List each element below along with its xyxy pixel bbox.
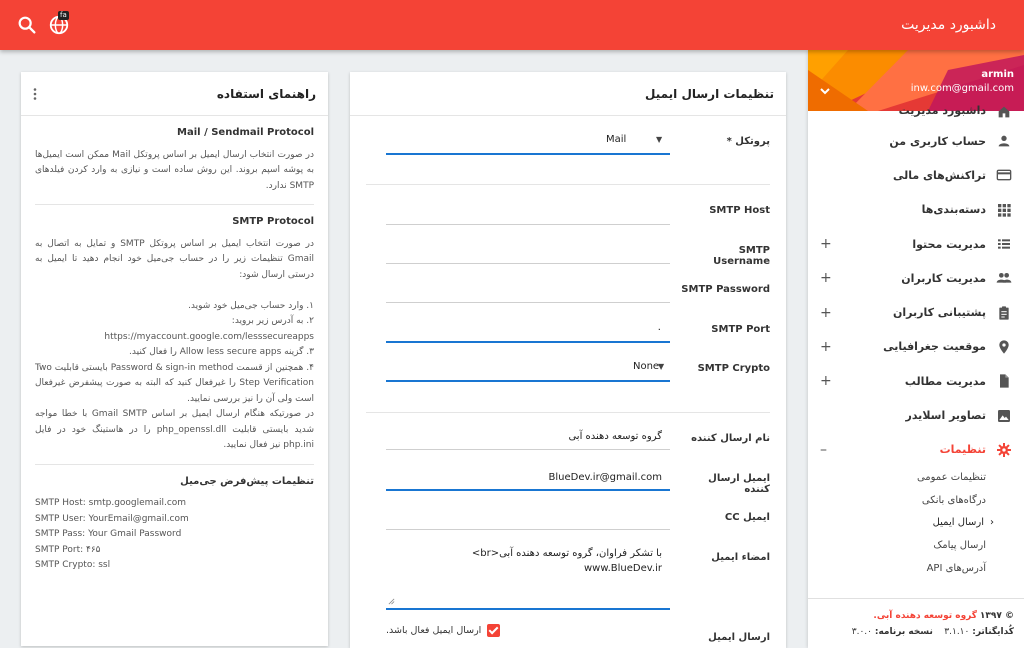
language-badge: fa: [60, 11, 67, 19]
guide-text: SMTP Host: smtp.googlemail.com: [35, 498, 187, 508]
smtp-crypto-select[interactable]: [386, 359, 670, 382]
sidebar-item-settings[interactable]: [808, 433, 1024, 467]
user-email: inw.com@gmail.com: [910, 83, 1014, 94]
protocol-select[interactable]: [386, 132, 670, 155]
guide-section-smtp: [35, 204, 314, 464]
guide-text: ۲. به آدرس زیر بروید:: [231, 316, 314, 326]
expand-icon[interactable]: +: [820, 270, 832, 287]
expand-icon[interactable]: +: [820, 236, 832, 253]
guide-text: ۱. وارد حساب جی‌میل خود شوید.: [188, 300, 314, 311]
sidebar-item-label: دسته‌بندی‌ها: [921, 203, 986, 217]
guide-section-title: تنظیمات پیش‌فرض جی‌میل: [180, 475, 314, 487]
sidebar-item-transactions[interactable]: [808, 158, 1024, 192]
copyright-line: [818, 608, 1014, 624]
sidebar-item-content-management[interactable]: [808, 227, 1024, 261]
signature-line: با تشکر فراوان، گروه توسعه دهنده آبی<br>: [471, 548, 662, 559]
submenu-item-send-email[interactable]: [808, 512, 994, 535]
protocol-label: پروتکل *: [726, 136, 770, 147]
sidebar-item-user-management[interactable]: [808, 261, 1024, 295]
user-profile[interactable]: [808, 50, 1024, 111]
guide-text: SMTP User: YourEmail@gmail.com: [35, 513, 189, 524]
sidebar-footer: [808, 598, 1024, 648]
smtp-host-label: SMTP Host: [709, 205, 770, 216]
page-title: داشبورد مدیریت: [901, 17, 996, 33]
guide-text: ۴. همچنین از قسمت Password & sign-in method بایستی قابلیت Two Step Verification را غیرفعال کنید که البته به صورت پیشفرض غیرفعال است ولی آن را نیز بررسی نمایید.: [35, 362, 314, 404]
top-header: [0, 0, 1024, 50]
sidebar-item-dashboard[interactable]: [808, 104, 1024, 124]
sender-email-input[interactable]: BlueDev.ir@gmail.com: [386, 468, 670, 491]
cc-email-label: ایمیل CC: [724, 512, 770, 523]
sidebar-item-user-support[interactable]: [808, 295, 1024, 329]
list-icon: [996, 236, 1012, 252]
usage-guide-card: [21, 72, 328, 646]
sidebar-item-posts[interactable]: [808, 364, 1024, 398]
expand-icon[interactable]: +: [820, 338, 832, 355]
protocol-value: Mail: [606, 134, 627, 145]
guide-body: [21, 116, 328, 584]
guide-section-title: SMTP Protocol: [232, 216, 314, 227]
guide-title: راهنمای استفاده: [21, 72, 328, 116]
send-email-label: ارسال ایمیل: [708, 632, 770, 643]
sidebar-item-geolocation[interactable]: [808, 330, 1024, 364]
guide-text: SMTP Port: ۴۶۵: [35, 544, 101, 555]
guide-text: در صورت انتخاب ارسال ایمیل بر اساس پروتکل Mail ممکن است ایمیل‌ها به پوشه اسپم بروند. این روش ساده است و نیازی به وارد کردن فیلدهای SMTP ندارد.: [35, 149, 314, 191]
sidebar-item-slider-images[interactable]: [808, 398, 1024, 432]
smtp-crypto-label: SMTP Crypto: [697, 363, 770, 374]
smtp-port-label: SMTP Port: [711, 324, 770, 335]
signature-label: امضاء ایمیل: [711, 552, 770, 563]
signature-line: www.BlueDev.ir: [584, 563, 662, 574]
submenu-item-label: ارسال ایمیل: [932, 517, 984, 529]
smtp-crypto-value: None: [633, 361, 660, 372]
search-icon[interactable]: [16, 14, 38, 36]
sidebar-item-my-account[interactable]: [808, 124, 1024, 158]
settings-submenu: [808, 467, 1024, 580]
version-label: نسخه برنامه:: [874, 627, 933, 637]
user-name: armin: [981, 69, 1014, 80]
sidebar-item-label: مدیریت کاربران: [901, 271, 986, 285]
guide-section-mail: [35, 116, 314, 204]
organization-name: گروه توسعه دهنده آبی.: [873, 611, 977, 621]
sender-name-label: نام ارسال کننده: [691, 433, 770, 444]
resize-handle-icon[interactable]: [388, 598, 395, 605]
smtp-password-label: SMTP Password: [681, 284, 770, 295]
send-email-checkbox[interactable]: [487, 624, 500, 637]
sender-name-input[interactable]: گروه توسعه دهنده آبی: [386, 427, 670, 450]
apps-grid-icon: [996, 202, 1012, 218]
submenu-item-api-addresses[interactable]: آدرس‌های API: [926, 562, 986, 574]
guide-text: SMTP Pass: Your Gmail Password: [35, 529, 182, 539]
clipboard-icon: [996, 305, 1012, 321]
guide-spacer: [35, 283, 314, 299]
image-icon: [996, 408, 1012, 424]
guide-section-gmail-defaults: [35, 464, 314, 584]
home-icon: [996, 104, 1012, 120]
dropdown-arrow-icon: ▼: [656, 135, 663, 144]
codename-label: کُدایگناتر:: [972, 627, 1014, 637]
email-settings-card: [350, 72, 786, 648]
expand-icon[interactable]: +: [820, 373, 832, 390]
profile-banner-art: [808, 50, 1024, 111]
submenu-item-general-settings[interactable]: تنظیمات عمومی: [916, 471, 986, 483]
sidebar-item-label: داشبورد مدیریت: [898, 104, 986, 117]
location-pin-icon: [996, 339, 1012, 355]
smtp-port-input[interactable]: ۰: [386, 320, 670, 343]
guide-text: SMTP Crypto: ssl: [35, 560, 111, 570]
sidebar-item-label: تراکنش‌های مالی: [892, 168, 986, 182]
send-email-checkbox-row[interactable]: [386, 624, 670, 637]
credit-card-icon: [996, 167, 1012, 183]
collapse-icon[interactable]: –: [820, 441, 827, 458]
signature-textarea[interactable]: [386, 546, 670, 610]
guide-section-title: Mail / Sendmail Protocol: [177, 127, 314, 138]
version-line: [818, 624, 1014, 640]
guide-text: در صورت انتخاب ایمیل بر اساس پروتکل SMTP و تمایل به اتصال به Gmail تنظیمات زیر را در حساب جی‌میل خود انجام دهید تا ایمیل به درستی ارسال شود:: [35, 238, 314, 280]
sidebar-menu: [808, 104, 1024, 467]
smtp-host-input[interactable]: [386, 202, 670, 225]
cc-email-input[interactable]: [386, 507, 670, 530]
sidebar: [808, 50, 1024, 648]
divider: [366, 184, 770, 185]
document-icon: [996, 373, 1012, 389]
submenu-item-send-sms[interactable]: ارسال پیامک: [933, 540, 986, 552]
sidebar-item-label: تنظیمات: [939, 443, 986, 457]
send-email-checkbox-label: ارسال ایمیل فعال باشد.: [386, 625, 482, 636]
divider: [366, 412, 770, 413]
guide-text: ۳. گزینه Allow less secure apps را فعال کنید.: [129, 347, 314, 357]
smtp-password-input[interactable]: [386, 280, 670, 303]
sidebar-item-categories[interactable]: [808, 193, 1024, 227]
sidebar-item-label: پشتیبانی کاربران: [892, 306, 986, 320]
sidebar-item-label: تصاویر اسلایدر: [905, 409, 986, 423]
guide-text: در صورتیکه هنگام ارسال ایمیل بر اساس Gmail SMTP با خطا مواجه شدید بایستی قابلیت php_openssl.dll را در هاستینگ خود در فایل php.ini نیز فعال نمایید.: [35, 409, 314, 450]
sidebar-item-label: حساب کاربری من: [889, 134, 986, 148]
version-value: ۳.۰.۰: [851, 627, 872, 637]
sidebar-item-label: مدیریت مطالب: [904, 374, 986, 388]
copyright-text: © ۱۳۹۷: [979, 611, 1014, 621]
sender-email-label: ایمیل ارسال کننده: [708, 473, 770, 495]
people-icon: [996, 270, 1012, 286]
sidebar-item-label: موقعیت جغرافیایی: [883, 340, 986, 354]
smtp-username-input[interactable]: [386, 241, 670, 264]
chevron-down-icon[interactable]: [818, 84, 832, 98]
gear-icon: [996, 442, 1012, 458]
person-icon: [996, 133, 1012, 149]
sidebar-item-label: مدیریت محتوا: [912, 237, 986, 251]
dropdown-arrow-icon: ▼: [658, 362, 665, 371]
email-settings-title: تنظیمات ارسال ایمیل: [350, 72, 786, 116]
more-vert-icon[interactable]: [33, 88, 37, 100]
codename-value: ۳.۱.۱۰: [944, 627, 970, 637]
expand-icon[interactable]: +: [820, 304, 832, 321]
smtp-username-label: SMTP Username: [713, 245, 770, 267]
submenu-item-bank-gateways[interactable]: درگاه‌های بانکی: [921, 494, 986, 506]
guide-link[interactable]: https://myaccount.google.com/lesssecureapps: [104, 331, 314, 342]
chevron-left-icon: ‹: [990, 517, 994, 529]
